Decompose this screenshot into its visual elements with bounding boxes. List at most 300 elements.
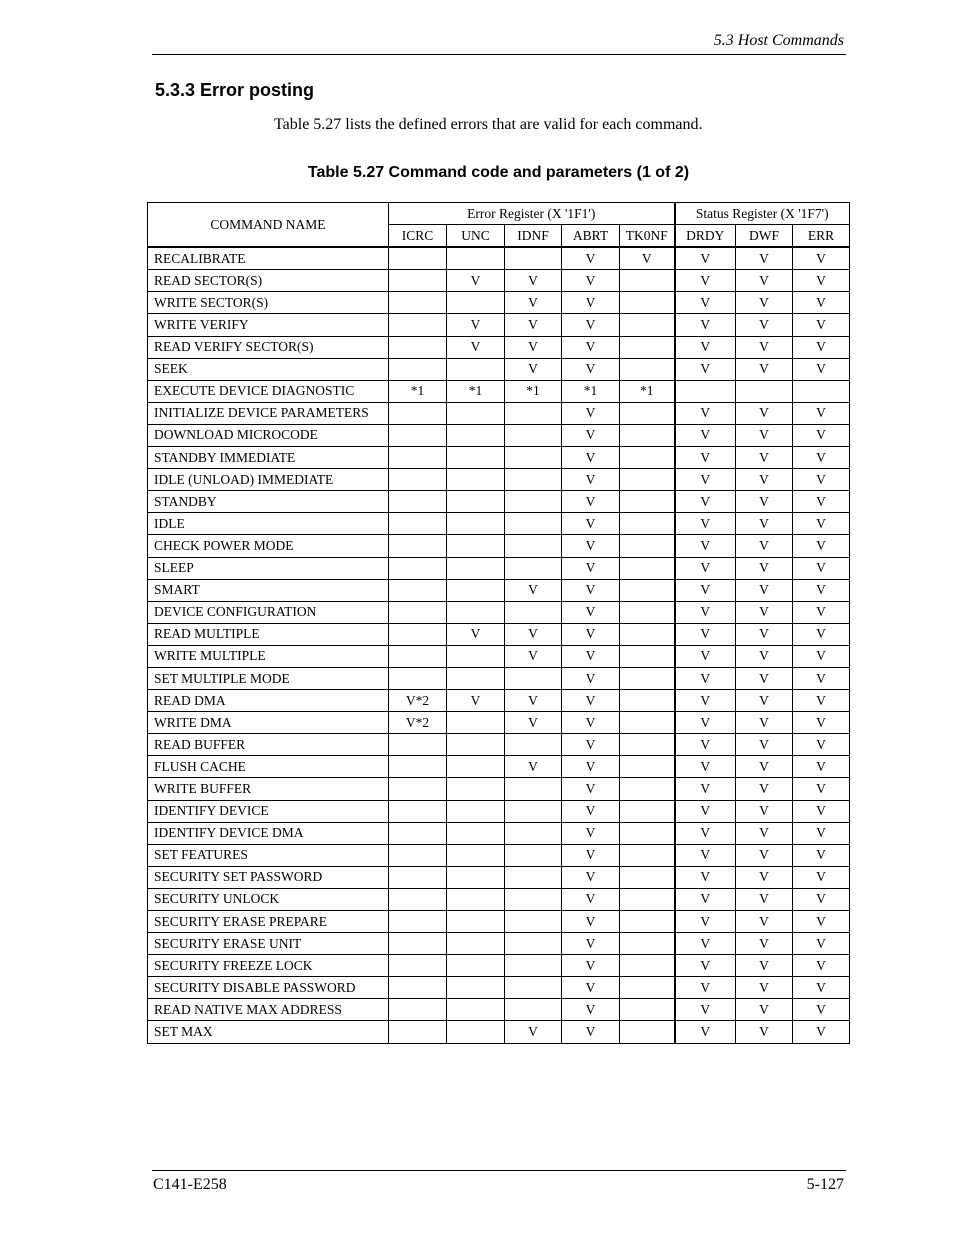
cell-unc	[447, 424, 505, 446]
table-row	[148, 402, 850, 424]
cell-tk0nf	[620, 469, 675, 491]
cell-tk0nf	[620, 911, 675, 933]
cell-icrc	[389, 270, 447, 292]
cell-err: V	[793, 469, 850, 491]
cell-abrt: V	[562, 358, 620, 380]
cell-tk0nf	[620, 756, 675, 778]
cell-idnf: V	[505, 579, 562, 601]
table-row	[148, 933, 850, 955]
cell-err: V	[793, 712, 850, 734]
cell-icrc	[389, 866, 447, 888]
cell-tk0nf	[620, 977, 675, 999]
cell-idnf: V	[505, 292, 562, 314]
table-row	[148, 358, 850, 380]
cell-unc: V	[447, 314, 505, 336]
cell-err: V	[793, 358, 850, 380]
cell-err: V	[793, 557, 850, 579]
table-row	[148, 380, 850, 402]
cell-abrt: V	[562, 402, 620, 424]
command-name-cell: IDLE	[148, 513, 389, 535]
cell-unc	[447, 247, 505, 270]
cell-abrt: V	[562, 513, 620, 535]
cell-icrc	[389, 513, 447, 535]
command-name-cell: IDENTIFY DEVICE DMA	[148, 822, 389, 844]
cell-idnf	[505, 447, 562, 469]
cell-unc: V	[447, 690, 505, 712]
cell-tk0nf	[620, 778, 675, 800]
cell-icrc	[389, 491, 447, 513]
cell-dwf	[736, 380, 793, 402]
cell-abrt: V	[562, 270, 620, 292]
cell-unc	[447, 955, 505, 977]
cell-idnf	[505, 469, 562, 491]
column-header-tk0nf: TK0NF	[620, 225, 675, 248]
table-row	[148, 447, 850, 469]
table-row	[148, 888, 850, 910]
cell-abrt: V	[562, 866, 620, 888]
footer-page-number: 5-127	[806, 1176, 844, 1193]
cell-icrc	[389, 911, 447, 933]
command-name-cell: READ NATIVE MAX ADDRESS	[148, 999, 389, 1021]
cell-abrt: V	[562, 424, 620, 446]
command-name-cell: STANDBY	[148, 491, 389, 513]
cell-dwf: V	[736, 336, 793, 358]
command-name-cell: SET MAX	[148, 1021, 389, 1043]
cell-drdy: V	[675, 579, 736, 601]
command-name-cell: INITIALIZE DEVICE PARAMETERS	[148, 402, 389, 424]
table-row	[148, 866, 850, 888]
cell-idnf	[505, 822, 562, 844]
cell-abrt: V	[562, 844, 620, 866]
cell-unc	[447, 800, 505, 822]
cell-idnf	[505, 601, 562, 623]
cell-err: V	[793, 247, 850, 270]
cell-drdy: V	[675, 800, 736, 822]
footer-doc-id: C141-E258	[153, 1176, 227, 1193]
cell-err: V	[793, 977, 850, 999]
table-row	[148, 999, 850, 1021]
cell-icrc	[389, 933, 447, 955]
cell-dwf: V	[736, 778, 793, 800]
cell-icrc	[389, 314, 447, 336]
cell-tk0nf	[620, 623, 675, 645]
command-name-cell: DOWNLOAD MICROCODE	[148, 424, 389, 446]
error-table	[147, 202, 850, 1044]
command-name-cell: RECALIBRATE	[148, 247, 389, 270]
table-row	[148, 557, 850, 579]
cell-icrc	[389, 778, 447, 800]
error-register-header: Error Register (X '1F1')	[389, 203, 675, 225]
cell-unc	[447, 491, 505, 513]
cell-tk0nf	[620, 314, 675, 336]
cell-drdy: V	[675, 955, 736, 977]
cell-abrt: V	[562, 601, 620, 623]
cell-unc: V	[447, 336, 505, 358]
cell-icrc	[389, 469, 447, 491]
command-name-cell: SECURITY FREEZE LOCK	[148, 955, 389, 977]
cell-dwf: V	[736, 712, 793, 734]
cell-unc: V	[447, 623, 505, 645]
cell-abrt: V	[562, 690, 620, 712]
table-row	[148, 800, 850, 822]
cell-abrt: V	[562, 491, 620, 513]
cell-dwf: V	[736, 977, 793, 999]
cell-abrt: V	[562, 999, 620, 1021]
cell-idnf	[505, 667, 562, 689]
cell-abrt: V	[562, 888, 620, 910]
cell-tk0nf	[620, 1021, 675, 1043]
cell-idnf: V	[505, 358, 562, 380]
cell-dwf: V	[736, 358, 793, 380]
cell-icrc	[389, 844, 447, 866]
cell-abrt: V	[562, 800, 620, 822]
cell-unc	[447, 535, 505, 557]
cell-icrc	[389, 247, 447, 270]
cell-dwf: V	[736, 888, 793, 910]
cell-err: V	[793, 623, 850, 645]
cell-tk0nf: V	[620, 247, 675, 270]
cell-drdy: V	[675, 535, 736, 557]
cell-abrt: V	[562, 247, 620, 270]
cell-dwf: V	[736, 292, 793, 314]
header-rule	[152, 54, 846, 55]
cell-icrc	[389, 535, 447, 557]
cell-icrc	[389, 667, 447, 689]
command-name-cell: SECURITY ERASE PREPARE	[148, 911, 389, 933]
table-row	[148, 977, 850, 999]
cell-drdy: V	[675, 270, 736, 292]
cell-idnf	[505, 955, 562, 977]
cell-drdy: V	[675, 424, 736, 446]
cell-abrt: V	[562, 447, 620, 469]
cell-idnf	[505, 844, 562, 866]
table-row	[148, 645, 850, 667]
command-name-cell: SECURITY ERASE UNIT	[148, 933, 389, 955]
cell-drdy: V	[675, 314, 736, 336]
table-row	[148, 911, 850, 933]
cell-err: V	[793, 645, 850, 667]
cell-icrc	[389, 557, 447, 579]
cell-tk0nf	[620, 402, 675, 424]
cell-drdy: V	[675, 999, 736, 1021]
table-row	[148, 491, 850, 513]
cell-unc	[447, 469, 505, 491]
table-caption: Table 5.27 Command code and parameters (1 of 2)	[307, 164, 690, 181]
cell-icrc: V*2	[389, 712, 447, 734]
column-header-idnf: IDNF	[505, 225, 562, 248]
cell-dwf: V	[736, 314, 793, 336]
cell-drdy: V	[675, 933, 736, 955]
cell-err: V	[793, 888, 850, 910]
cell-tk0nf	[620, 955, 675, 977]
cell-unc	[447, 911, 505, 933]
table-row	[148, 292, 850, 314]
table-body	[148, 247, 850, 1043]
column-header-drdy: DRDY	[675, 225, 736, 248]
cell-drdy: V	[675, 667, 736, 689]
cell-tk0nf	[620, 933, 675, 955]
table-row	[148, 535, 850, 557]
column-header-abrt: ABRT	[562, 225, 620, 248]
cell-drdy: V	[675, 977, 736, 999]
cell-unc	[447, 756, 505, 778]
cell-drdy: V	[675, 336, 736, 358]
cell-icrc	[389, 1021, 447, 1043]
command-name-cell: SEEK	[148, 358, 389, 380]
command-name-cell: SECURITY DISABLE PASSWORD	[148, 977, 389, 999]
cell-abrt: V	[562, 645, 620, 667]
cell-drdy: V	[675, 469, 736, 491]
cell-idnf: *1	[505, 380, 562, 402]
command-name-cell: FLUSH CACHE	[148, 756, 389, 778]
cell-abrt: *1	[562, 380, 620, 402]
command-name-cell: EXECUTE DEVICE DIAGNOSTIC	[148, 380, 389, 402]
column-header-err: ERR	[793, 225, 850, 248]
cell-drdy: V	[675, 734, 736, 756]
cell-abrt: V	[562, 955, 620, 977]
command-name-cell: READ VERIFY SECTOR(S)	[148, 336, 389, 358]
cell-err: V	[793, 911, 850, 933]
status-register-header: Status Register (X '1F7')	[675, 203, 850, 225]
cell-err: V	[793, 513, 850, 535]
cell-dwf: V	[736, 557, 793, 579]
cell-err: V	[793, 579, 850, 601]
cell-idnf: V	[505, 1021, 562, 1043]
cell-drdy: V	[675, 844, 736, 866]
cell-abrt: V	[562, 911, 620, 933]
cell-idnf	[505, 424, 562, 446]
table-row	[148, 601, 850, 623]
command-name-cell: DEVICE CONFIGURATION	[148, 601, 389, 623]
cell-dwf: V	[736, 402, 793, 424]
cell-drdy: V	[675, 292, 736, 314]
intro-paragraph: Table 5.27 lists the defined errors that are valid for each command.	[274, 116, 703, 133]
cell-tk0nf	[620, 734, 675, 756]
cell-unc	[447, 734, 505, 756]
cell-abrt: V	[562, 314, 620, 336]
cell-unc	[447, 513, 505, 535]
cell-err: V	[793, 933, 850, 955]
cell-dwf: V	[736, 601, 793, 623]
table-row	[148, 270, 850, 292]
cell-icrc	[389, 358, 447, 380]
cell-abrt: V	[562, 292, 620, 314]
cell-unc	[447, 866, 505, 888]
cell-unc	[447, 888, 505, 910]
table-row	[148, 513, 850, 535]
cell-tk0nf	[620, 292, 675, 314]
command-name-cell: SLEEP	[148, 557, 389, 579]
table-row	[148, 955, 850, 977]
cell-err: V	[793, 292, 850, 314]
command-name-cell: SECURITY SET PASSWORD	[148, 866, 389, 888]
table-row	[148, 469, 850, 491]
cell-drdy: V	[675, 601, 736, 623]
cell-idnf: V	[505, 314, 562, 336]
cell-tk0nf	[620, 800, 675, 822]
cell-err: V	[793, 601, 850, 623]
table-row	[148, 756, 850, 778]
cell-drdy: V	[675, 756, 736, 778]
cell-idnf: V	[505, 336, 562, 358]
cell-drdy: V	[675, 690, 736, 712]
cell-idnf	[505, 933, 562, 955]
cell-idnf: V	[505, 270, 562, 292]
cell-tk0nf	[620, 513, 675, 535]
cell-dwf: V	[736, 513, 793, 535]
cell-unc	[447, 601, 505, 623]
cell-dwf: V	[736, 447, 793, 469]
command-name-cell: READ BUFFER	[148, 734, 389, 756]
cell-unc	[447, 447, 505, 469]
cell-dwf: V	[736, 690, 793, 712]
cell-dwf: V	[736, 623, 793, 645]
cell-dwf: V	[736, 1021, 793, 1043]
cell-unc	[447, 579, 505, 601]
cell-abrt: V	[562, 623, 620, 645]
cell-tk0nf	[620, 557, 675, 579]
cell-dwf: V	[736, 734, 793, 756]
cell-dwf: V	[736, 424, 793, 446]
table-row	[148, 822, 850, 844]
cell-dwf: V	[736, 491, 793, 513]
command-name-header: COMMAND NAME	[148, 203, 389, 248]
cell-unc	[447, 1021, 505, 1043]
cell-icrc	[389, 292, 447, 314]
cell-tk0nf	[620, 579, 675, 601]
cell-err: V	[793, 800, 850, 822]
cell-tk0nf	[620, 424, 675, 446]
cell-err: V	[793, 314, 850, 336]
cell-drdy: V	[675, 645, 736, 667]
cell-icrc	[389, 999, 447, 1021]
table-row	[148, 667, 850, 689]
command-name-cell: READ SECTOR(S)	[148, 270, 389, 292]
cell-icrc	[389, 888, 447, 910]
cell-dwf: V	[736, 866, 793, 888]
cell-dwf: V	[736, 911, 793, 933]
cell-icrc	[389, 800, 447, 822]
cell-err: V	[793, 999, 850, 1021]
cell-idnf	[505, 999, 562, 1021]
cell-abrt: V	[562, 822, 620, 844]
cell-err: V	[793, 690, 850, 712]
footer-rule	[152, 1170, 846, 1171]
cell-tk0nf	[620, 888, 675, 910]
cell-icrc	[389, 955, 447, 977]
command-name-cell: SECURITY UNLOCK	[148, 888, 389, 910]
table-row	[148, 579, 850, 601]
cell-tk0nf: *1	[620, 380, 675, 402]
cell-abrt: V	[562, 778, 620, 800]
cell-unc	[447, 712, 505, 734]
command-name-cell: IDLE (UNLOAD) IMMEDIATE	[148, 469, 389, 491]
cell-unc: *1	[447, 380, 505, 402]
cell-idnf	[505, 734, 562, 756]
cell-err: V	[793, 778, 850, 800]
command-name-cell: SET MULTIPLE MODE	[148, 667, 389, 689]
cell-drdy: V	[675, 822, 736, 844]
cell-tk0nf	[620, 535, 675, 557]
cell-abrt: V	[562, 579, 620, 601]
cell-idnf	[505, 535, 562, 557]
cell-drdy: V	[675, 712, 736, 734]
cell-idnf	[505, 557, 562, 579]
table-row	[148, 778, 850, 800]
cell-unc	[447, 358, 505, 380]
cell-tk0nf	[620, 358, 675, 380]
cell-icrc	[389, 977, 447, 999]
command-name-cell: WRITE DMA	[148, 712, 389, 734]
cell-err: V	[793, 270, 850, 292]
cell-abrt: V	[562, 469, 620, 491]
cell-idnf	[505, 911, 562, 933]
table-row	[148, 734, 850, 756]
cell-icrc	[389, 756, 447, 778]
cell-idnf	[505, 247, 562, 270]
cell-abrt: V	[562, 667, 620, 689]
cell-err: V	[793, 667, 850, 689]
cell-tk0nf	[620, 866, 675, 888]
cell-unc	[447, 667, 505, 689]
cell-tk0nf	[620, 999, 675, 1021]
cell-dwf: V	[736, 579, 793, 601]
column-header-dwf: DWF	[736, 225, 793, 248]
cell-abrt: V	[562, 535, 620, 557]
cell-idnf	[505, 513, 562, 535]
table-row	[148, 623, 850, 645]
cell-icrc	[389, 601, 447, 623]
cell-abrt: V	[562, 712, 620, 734]
cell-tk0nf	[620, 645, 675, 667]
command-name-cell: CHECK POWER MODE	[148, 535, 389, 557]
cell-idnf	[505, 800, 562, 822]
cell-unc	[447, 977, 505, 999]
command-name-cell: READ MULTIPLE	[148, 623, 389, 645]
cell-tk0nf	[620, 447, 675, 469]
cell-unc: V	[447, 270, 505, 292]
cell-err: V	[793, 447, 850, 469]
cell-dwf: V	[736, 645, 793, 667]
table-row	[148, 690, 850, 712]
cell-icrc	[389, 734, 447, 756]
cell-dwf: V	[736, 955, 793, 977]
cell-drdy	[675, 380, 736, 402]
cell-err: V	[793, 535, 850, 557]
cell-dwf: V	[736, 844, 793, 866]
cell-unc	[447, 645, 505, 667]
cell-icrc	[389, 424, 447, 446]
cell-err: V	[793, 866, 850, 888]
cell-drdy: V	[675, 1021, 736, 1043]
cell-dwf: V	[736, 247, 793, 270]
cell-idnf	[505, 866, 562, 888]
column-header-unc: UNC	[447, 225, 505, 248]
cell-icrc	[389, 579, 447, 601]
cell-abrt: V	[562, 977, 620, 999]
cell-idnf	[505, 888, 562, 910]
column-header-icrc: ICRC	[389, 225, 447, 248]
cell-icrc	[389, 623, 447, 645]
cell-err: V	[793, 822, 850, 844]
cell-tk0nf	[620, 601, 675, 623]
cell-idnf: V	[505, 712, 562, 734]
cell-unc	[447, 557, 505, 579]
running-header: 5.3 Host Commands	[713, 32, 844, 49]
cell-idnf: V	[505, 756, 562, 778]
cell-dwf: V	[736, 469, 793, 491]
cell-dwf: V	[736, 667, 793, 689]
